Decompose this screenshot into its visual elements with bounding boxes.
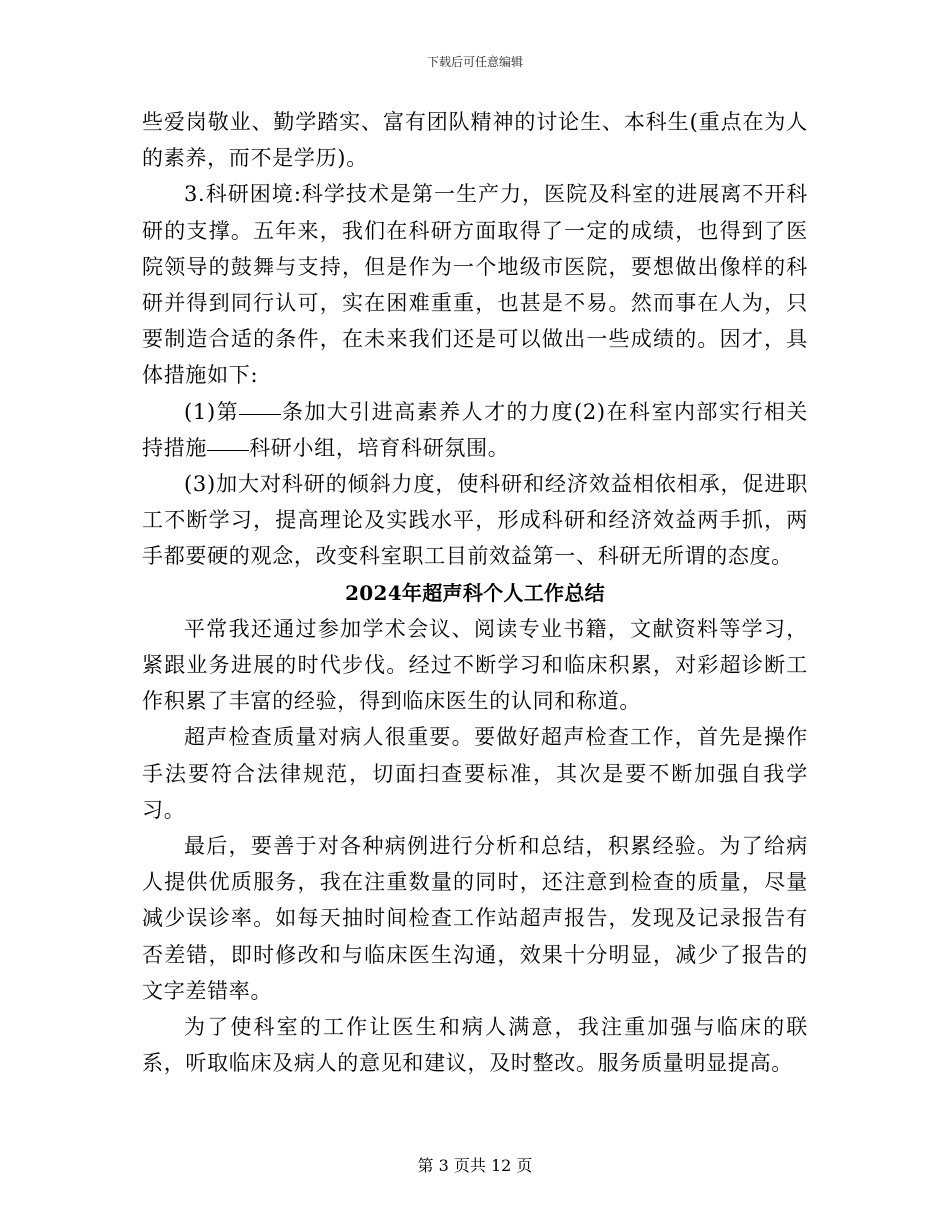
paragraph-7: 最后，要善于对各种病例进行分析和总结，积累经验。为了给病人提供优质服务，我在注重数量的同时，还注意到检查的质量，尽量减少误诊率。如每天抽时间检查工作站超声报告，发现及记录报告有否差错，即时修改和与临床医生沟通，效果十分明显，减少了报告的文字差错率。 [142, 834, 808, 1003]
paragraph-6: 超声检查质量对病人很重要。要做好超声检查工作，首先是操作手法要符合法律规范，切面扫查要标准，其次是要不断加强自我学习。 [142, 725, 808, 822]
paragraph-3 [142, 394, 808, 466]
paragraph-4: (3)加大对科研的倾斜力度，使科研和经济效益相依相承，促进职工不断学习，提高理论及实践水平，形成科研和经济效益两手抓，两手都要硬的观念，改变科室职工目前效益第一、科研无所谓的态度。 [142, 472, 808, 569]
paragraph-1: 些爱岗敬业、勤学踏实、富有团队精神的讨论生、本科生(重点在为人的素养，而不是学历)。 [142, 110, 808, 171]
paragraph-2: 3.科研困境:科学技术是第一生产力，医院及科室的进展离不开科研的支撑。五年来，我们在科研方面取得了一定的成绩，也得到了医院领导的鼓舞与支持，但是作为一个地级市医院，要想做出像样的科研并得到同行认可，实在困难重重，也甚是不易。然而事在人为，只要制造合适的条件，在未来我们还是可以做出一些成绩的。因才，具体措施如下: [142, 182, 808, 388]
paragraph-5: 平常我还通过参加学术会议、阅读专业书籍，文献资料等学习，紧跟业务进展的时代步伐。经过不断学习和临床积累，对彩超诊断工作积累了丰富的经验，得到临床医生的认同和称道。 [142, 616, 808, 714]
paragraph-8: 为了使科室的工作让医生和病人满意，我注重加强与临床的联系，听取临床及病人的意见和建议，及时整改。服务质量明显提高。 [142, 1015, 808, 1076]
page-number: 第 3 页共 12 页 [417, 1156, 533, 1175]
paragraph-3-part-c: 科研小组，培育科研氛围。 [249, 435, 510, 460]
paragraph-3-part-a: (1)第 [184, 399, 240, 424]
paragraph-3-part-b: 条加大引进高素养人才的力度(2)在科室内部实行相关持措施 [142, 399, 809, 460]
section-heading: 2024年超声科个人工作总结 [345, 580, 605, 605]
fill-blank-2 [207, 449, 249, 451]
fill-blank-1 [239, 413, 281, 415]
page-header: 下载后可任意编辑 [426, 55, 523, 69]
document-body [142, 104, 808, 1081]
